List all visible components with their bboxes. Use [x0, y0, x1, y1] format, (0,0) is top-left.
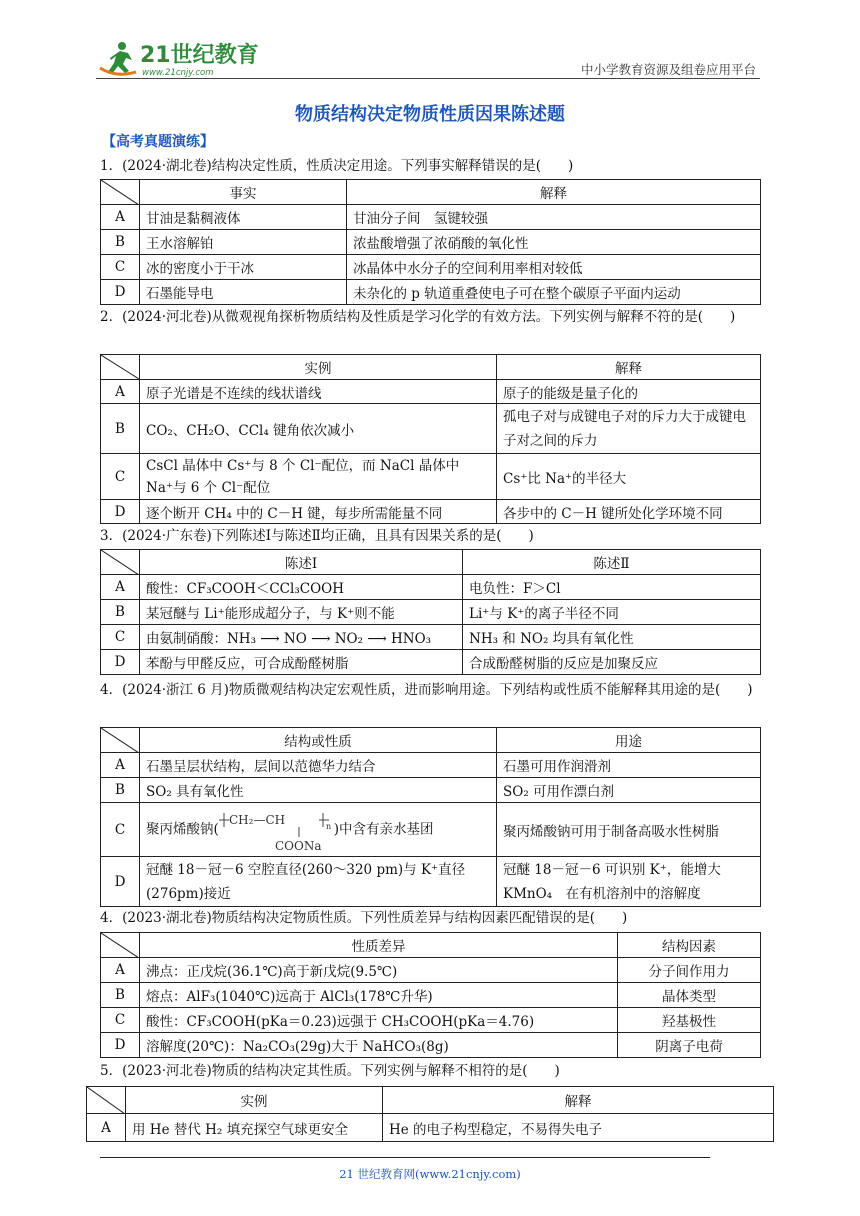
cell: 由氨制硝酸：NH₃ ⟶ NO ⟶ NO₂ ⟶ HNO₃	[140, 625, 463, 650]
table-row	[101, 280, 761, 305]
cell: He 的电子构型稳定，不易得失电子	[383, 1114, 774, 1142]
table-row	[101, 857, 761, 907]
cell: 石墨呈层状结构，层间以范德华力结合	[140, 753, 497, 778]
q2-stem: 2．(2024·河北卷)从微观视角探析物质结构及性质是学习化学的有效方法。下列实例与解释不符的是( )	[100, 309, 736, 325]
cell: 孤电子对与成键电子对的斥力大于成键电子对之间的斥力	[497, 404, 761, 454]
q2-table	[100, 354, 761, 524]
logo-text: 21世纪教育	[140, 43, 259, 68]
page-title: 物质结构决定物质性质因果陈述题	[295, 104, 565, 125]
cell: 用 He 替代 H₂ 填充探空气球更安全	[126, 1114, 383, 1142]
logo-url: www.21cnjy.com	[142, 68, 214, 78]
diagonal-cell	[101, 180, 140, 205]
table-row	[101, 255, 761, 280]
option-label: D	[101, 857, 140, 907]
diagonal-cell	[101, 550, 140, 575]
q3-header-b: 陈述Ⅱ	[463, 550, 761, 575]
cell: 熔点：AlF₃(1040℃)远高于 AlCl₃(178℃升华)	[140, 983, 618, 1008]
table-row	[101, 753, 761, 778]
cell: 晶体类型	[618, 983, 761, 1008]
option-label: A	[87, 1114, 126, 1142]
table-row	[101, 1033, 761, 1058]
cell: 甘油分子间 氢键较强	[347, 205, 761, 230]
option-label: D	[101, 500, 140, 524]
table-row	[101, 454, 761, 500]
option-label: A	[101, 753, 140, 778]
q2-header-a: 实例	[140, 355, 497, 380]
option-label: C	[101, 625, 140, 650]
option-label: A	[101, 575, 140, 600]
cell: 各步中的 C－H 键所处化学环境不同	[497, 500, 761, 524]
cell: 石墨能导电	[140, 280, 347, 305]
q1-header-b: 解释	[347, 180, 761, 205]
cell: 阴离子电荷	[618, 1033, 761, 1058]
cell: 酸性：CF₃COOH＜CCl₃COOH	[140, 575, 463, 600]
table-row	[101, 500, 761, 524]
q1-header-a: 事实	[140, 180, 347, 205]
option-label: A	[101, 958, 140, 983]
option-label: B	[101, 983, 140, 1008]
site-logo	[96, 38, 266, 80]
cell: Li⁺与 K⁺的离子半径不同	[463, 600, 761, 625]
section-heading: 【高考真题演练】	[102, 134, 214, 150]
q3-header-a: 陈述Ⅰ	[140, 550, 463, 575]
option-label: B	[101, 230, 140, 255]
cell: 聚丙烯酸钠可用于制备高吸水性树脂	[497, 803, 761, 857]
formula-n: n	[325, 821, 331, 831]
q4b-header-b: 结构因素	[618, 933, 761, 958]
cell-text: 聚丙烯酸钠(	[146, 821, 219, 837]
table-row	[101, 983, 761, 1008]
table-row	[101, 1008, 761, 1033]
table-row	[101, 380, 761, 404]
cell: 酸性：CF₃COOH(pKa＝0.23)远强于 CH₃COOH(pKa＝4.76)	[140, 1008, 618, 1033]
q3-stem: 3．(2024·广东卷)下列陈述Ⅰ与陈述Ⅱ均正确，且具有因果关系的是( )	[100, 528, 534, 544]
cell: 原子的能级是量子化的	[497, 380, 761, 404]
diagonal-cell	[101, 355, 140, 380]
cell: 电负性：F＞Cl	[463, 575, 761, 600]
table-row	[101, 778, 761, 803]
option-label: A	[101, 205, 140, 230]
q4a-stem: 4．(2024·浙江 6 月)物质微观结构决定宏观性质，进而影响用途。下列结构或性质不能解释其用途的是( )	[100, 682, 753, 698]
cell: SO₂ 可用作漂白剂	[497, 778, 761, 803]
table-row	[101, 600, 761, 625]
option-label: C	[101, 255, 140, 280]
table-row	[101, 803, 761, 857]
q5-header-b: 解释	[383, 1087, 774, 1114]
option-label: C	[101, 1008, 140, 1033]
table-row	[101, 404, 761, 454]
cell: CO₂、CH₂O、CCl₄ 键角依次减小	[140, 404, 497, 454]
q4a-header-a: 结构或性质	[140, 728, 497, 753]
cell: CsCl 晶体中 Cs⁺与 8 个 Cl⁻配位，而 NaCl 晶体中 Na⁺与 6 个 Cl⁻配位	[140, 454, 497, 500]
q4b-stem: 4．(2023·湖北卷)物质结构决定物质性质。下列性质差异与结构因素匹配错误的是( )	[100, 910, 628, 926]
footer-divider	[100, 1157, 710, 1158]
cell	[140, 803, 497, 857]
runner-icon	[100, 42, 136, 74]
table-row	[101, 230, 761, 255]
cell-text: )中含有亲水基团	[333, 821, 434, 837]
q3-table	[100, 549, 761, 675]
q2-header-b: 解释	[497, 355, 761, 380]
table-row	[101, 625, 761, 650]
table-row	[101, 205, 761, 230]
q5-table	[86, 1086, 774, 1142]
q4a-header-b: 用途	[497, 728, 761, 753]
platform-name: 中小学教育资源及组卷应用平台	[580, 62, 756, 77]
cell: 冠醚 18－冠－6 空腔直径(260～320 pm)与 K⁺直径(276pm)接近	[140, 857, 497, 907]
q4b-header-a: 性质差异	[140, 933, 618, 958]
cell: 沸点：正戊烷(36.1℃)高于新戊烷(9.5℃)	[140, 958, 618, 983]
cell: 冰的密度小于干冰	[140, 255, 347, 280]
table-row	[101, 575, 761, 600]
cell: SO₂ 具有氧化性	[140, 778, 497, 803]
cell: 苯酚与甲醛反应，可合成酚醛树脂	[140, 650, 463, 675]
q4b-table	[100, 932, 761, 1058]
cell: 石墨可用作润滑剂	[497, 753, 761, 778]
cell: NH₃ 和 NO₂ 均具有氧化性	[463, 625, 761, 650]
cell: 冰晶体中水分子的空间利用率相对较低	[347, 255, 761, 280]
option-label: D	[101, 1033, 140, 1058]
cell: Cs⁺比 Na⁺的半径大	[497, 454, 761, 500]
footer-text: 21 世纪教育网(www.21cnjy.com)	[339, 1167, 521, 1181]
option-label: C	[101, 454, 140, 500]
cell: 某冠醚与 Li⁺能形成超分子，与 K⁺则不能	[140, 600, 463, 625]
q5-header-a: 实例	[126, 1087, 383, 1114]
cell: 逐个断开 CH₄ 中的 C－H 键，每步所需能量不同	[140, 500, 497, 524]
cell: 王水溶解铂	[140, 230, 347, 255]
cell: 冠醚 18－冠－6 可识别 K⁺，能增大 KMnO₄ 在有机溶剂中的溶解度	[497, 857, 761, 907]
q5-stem: 5．(2023·河北卷)物质的结构决定其性质。下列实例与解释不相符的是( )	[100, 1063, 560, 1079]
cell: 甘油是黏稠液体	[140, 205, 347, 230]
option-label: B	[101, 404, 140, 454]
diagonal-cell	[101, 933, 140, 958]
option-label: B	[101, 778, 140, 803]
cell: 溶解度(20℃)：Na₂CO₃(29g)大于 NaHCO₃(8g)	[140, 1033, 618, 1058]
table-row	[101, 650, 761, 675]
q1-table	[100, 179, 761, 305]
table-row	[87, 1114, 774, 1142]
cell: 原子光谱是不连续的线状谱线	[140, 380, 497, 404]
cell: 浓盐酸增强了浓硝酸的氧化性	[347, 230, 761, 255]
option-label: C	[101, 803, 140, 857]
option-label: D	[101, 280, 140, 305]
table-row	[101, 958, 761, 983]
polymer-structure-icon	[219, 807, 334, 853]
cell: 分子间作用力	[618, 958, 761, 983]
cell: 未杂化的 p 轨道重叠使电子可在整个碳原子平面内运动	[347, 280, 761, 305]
q4a-table	[100, 727, 761, 907]
cell: 羟基极性	[618, 1008, 761, 1033]
formula-top: CH₂—CH	[228, 812, 285, 827]
diagonal-cell	[87, 1087, 126, 1114]
option-label: B	[101, 600, 140, 625]
diagonal-cell	[101, 728, 140, 753]
cell: 合成酚醛树脂的反应是加聚反应	[463, 650, 761, 675]
option-label: A	[101, 380, 140, 404]
option-label: D	[101, 650, 140, 675]
header-divider	[96, 78, 760, 79]
formula-bottom: COONa	[274, 838, 322, 853]
q1-stem: 1．(2024·湖北卷)结构决定性质，性质决定用途。下列事实解释错误的是( )	[100, 158, 574, 174]
polymer-formula	[219, 807, 334, 853]
